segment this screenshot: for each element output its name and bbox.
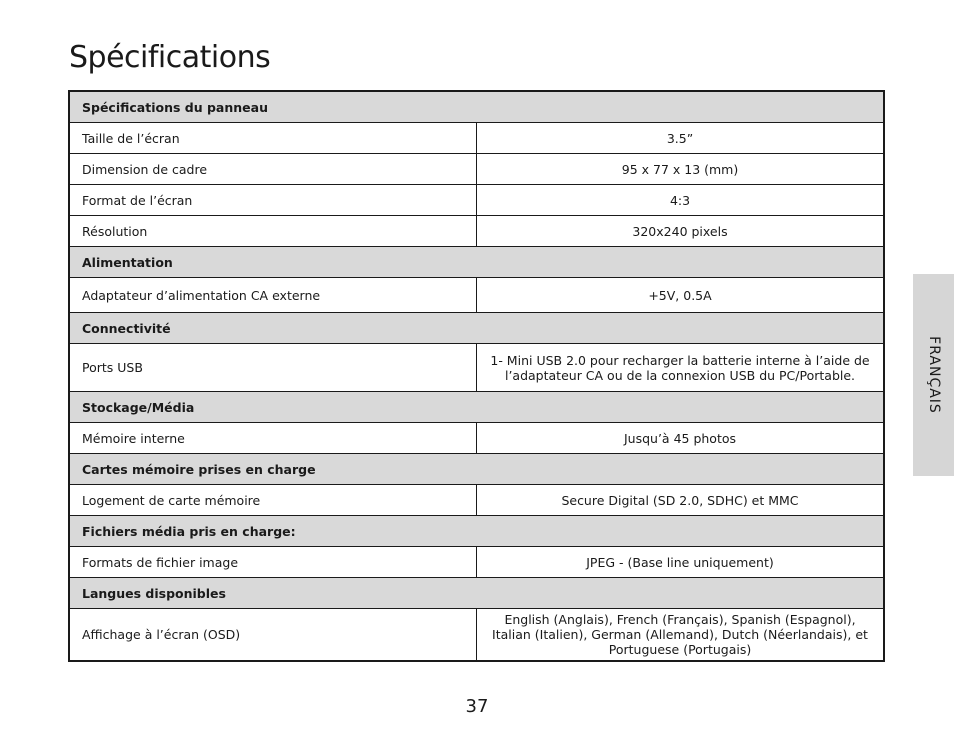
table-row <box>69 485 884 516</box>
specifications-table <box>68 90 885 662</box>
side-tab-label: FRANÇAIS <box>925 336 942 414</box>
spec-label: Affichage à l’écran (OSD) <box>69 609 477 662</box>
table-row <box>69 609 884 662</box>
spec-label: Formats de fichier image <box>69 547 477 578</box>
spec-value: 95 x 77 x 13 (mm) <box>477 154 885 185</box>
spec-value: +5V, 0.5A <box>477 278 885 313</box>
section-header-storage: Stockage/Média <box>69 392 884 423</box>
spec-label: Taille de l’écran <box>69 123 477 154</box>
section-header-panel: Spécifications du panneau <box>69 91 884 123</box>
table-row <box>69 123 884 154</box>
spec-label: Logement de carte mémoire <box>69 485 477 516</box>
spec-label: Dimension de cadre <box>69 154 477 185</box>
spec-value: 320x240 pixels <box>477 216 885 247</box>
spec-value: Secure Digital (SD 2.0, SDHC) et MMC <box>477 485 885 516</box>
page-title: Spécifications <box>69 40 271 75</box>
table-row <box>69 344 884 392</box>
table-row <box>69 185 884 216</box>
table-row <box>69 154 884 185</box>
section-header-power: Alimentation <box>69 247 884 278</box>
section-header-memory-cards: Cartes mémoire prises en charge <box>69 454 884 485</box>
spec-label: Format de l’écran <box>69 185 477 216</box>
spec-value: 1- Mini USB 2.0 pour recharger la batterie interne à l’aide de l’adaptateur CA ou de la connexion USB du PC/Portable. <box>477 344 885 392</box>
language-side-tab <box>913 274 954 476</box>
spec-value: 3.5” <box>477 123 885 154</box>
spec-value: English (Anglais), French (Français), Spanish (Espagnol), Italian (Italien), German (Allemand), Dutch (Néerlandais), et Portuguese (Portugais) <box>477 609 885 662</box>
table-row <box>69 278 884 313</box>
spec-label: Ports USB <box>69 344 477 392</box>
spec-label: Résolution <box>69 216 477 247</box>
spec-label: Adaptateur d’alimentation CA externe <box>69 278 477 313</box>
spec-value: Jusqu’à 45 photos <box>477 423 885 454</box>
spec-label: Mémoire interne <box>69 423 477 454</box>
section-header-media-files: Fichiers média pris en charge: <box>69 516 884 547</box>
section-header-languages: Langues disponibles <box>69 578 884 609</box>
spec-value: 4:3 <box>477 185 885 216</box>
table-row <box>69 423 884 454</box>
table-row <box>69 547 884 578</box>
section-header-connectivity: Connectivité <box>69 313 884 344</box>
spec-value: JPEG - (Base line uniquement) <box>477 547 885 578</box>
table-row <box>69 216 884 247</box>
page-number: 37 <box>465 696 489 717</box>
